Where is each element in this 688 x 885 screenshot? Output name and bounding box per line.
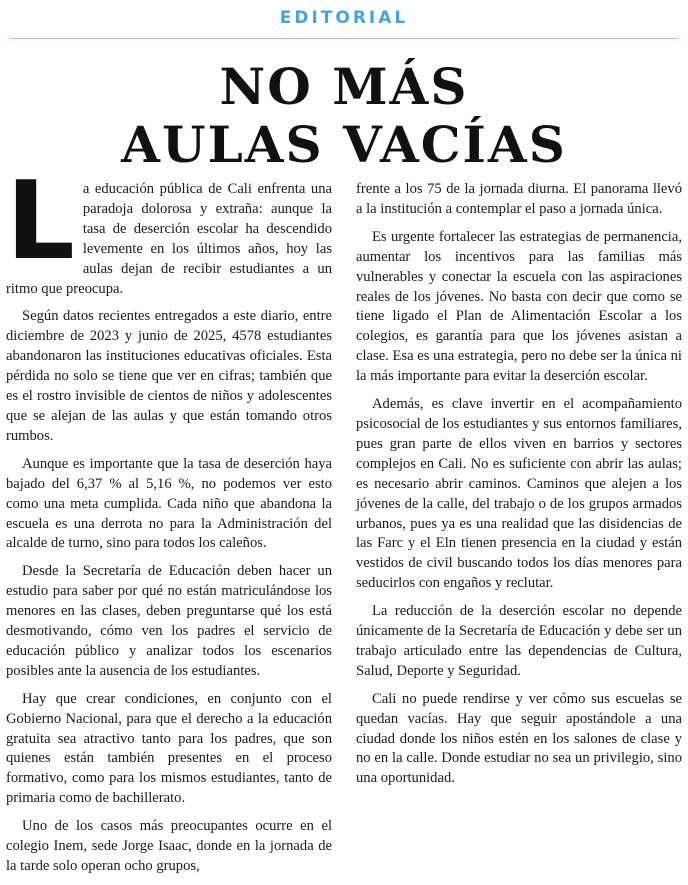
article-paragraph: Según datos recientes entregados a este diario, entre diciembre de 2023 y junio de 2025, 4578 estudiantes abandonaron las instituciones educativas oficiales. Esta pérdida no solo se tiene que ver en cifras; también que es el rostro invisible de cientos de niños y adolescentes que se alejan de las aulas y que están tomando otros rumbos.	[6, 308, 332, 444]
section-divider	[10, 38, 678, 39]
article-paragraph: Es urgente fortalecer las estrategias de permanencia, aumentar los incentivos para las familias más vulnerables y conectar la escuela con las aspiraciones reales de los jóvenes. No basta con decir que como se tiene ligado el Plan de Alimentación Escolar a los colegios, es garantía para que los jóvenes asistan a clase. Esa es una estrategia, pero no debe ser la única ni la más importante para evitar la deserción escolar.	[356, 228, 682, 385]
paragraph-text: a educación pública de Cali enfrenta una paradoja dolorosa y extraña: aunque la tasa de deserción escolar ha descendido levemente en los últimos años, hoy las aulas dejan de recibir estudiantes a un ritmo que preocupa.	[6, 181, 332, 297]
article-paragraph-continuation: frente a los 75 de la jornada diurna. El panorama llevó a la institución a contemplar el paso a jornada única.	[356, 181, 682, 217]
article-paragraph	[6, 159, 332, 299]
article-paragraph: Aunque es importante que la tasa de deserción haya bajado del 6,37 % al 5,16 %, no podemos ver esto como una meta cumplida. Cada niño que abandona la escuela es una derrota no para la Administración del alcalde de turno, sino para todos los caleños.	[6, 455, 332, 552]
headline	[0, 58, 688, 174]
article-column-right	[356, 180, 682, 797]
section-label: EDITORIAL	[279, 8, 409, 28]
article-paragraph: Hay que crear condiciones, en conjunto con el Gobierno Nacional, para que el derecho a la educación gratuita sea atractivo tanto para los padres, que son quienes están también presentes en el proceso formativo, como para los mismos estudiantes, tanto de primaria como de bachillerato.	[6, 690, 332, 807]
article-paragraph: Uno de los casos más preocupantes ocurre en el colegio Inem, sede Jorge Isaac, donde en la jornada de la tarde solo operan ocho grupos,	[6, 818, 332, 874]
article-paragraph: Cali no puede rendirse y ver cómo sus escuelas se quedan vacías. Hay que seguir apostándole a una ciudad donde los niños estén en los salones de clase y no en la calle. Donde estudiar no sea un privilegio, sino una oportunidad.	[356, 690, 682, 787]
article-paragraph: La reducción de la deserción escolar no depende únicamente de la Secretaría de Educación y debe ser un trabajo articulado entre las dependencias de Cultura, Salud, Deporte y Seguridad.	[356, 603, 682, 679]
article-paragraph: Además, es clave invertir en el acompañamiento psicosocial de los estudiantes y sus entornos familiares, pues gran parte de ellos viven en barrios y sectores complejos en Cali. No es suficiente con abrir las aulas; es necesario abrir caminos. Caminos que alejen a los jóvenes de la calle, del trabajo o de los grupos armados urbanos, pues ya es una realidad que las disidencias de las Farc y el Eln tienen presencia en la ciudad y están vestidos de civil buscando todos los días menores para seducirlos con engaños y reclutar.	[356, 396, 682, 592]
drop-cap: L	[6, 159, 75, 284]
headline-line-1: NO MÁS	[219, 57, 469, 116]
article-paragraph: Desde la Secretaría de Educación deben hacer un estudio para saber por qué no están matriculándose los menores en las clases, deben preguntarse qué los está desmotivando, cómo ven los padres el servicio de educación público y analizar todos los escenarios posibles ante la ausencia de los estudiantes.	[6, 563, 332, 679]
headline-line-2: AULAS VACÍAS	[121, 115, 567, 174]
article-column-left	[6, 159, 332, 885]
